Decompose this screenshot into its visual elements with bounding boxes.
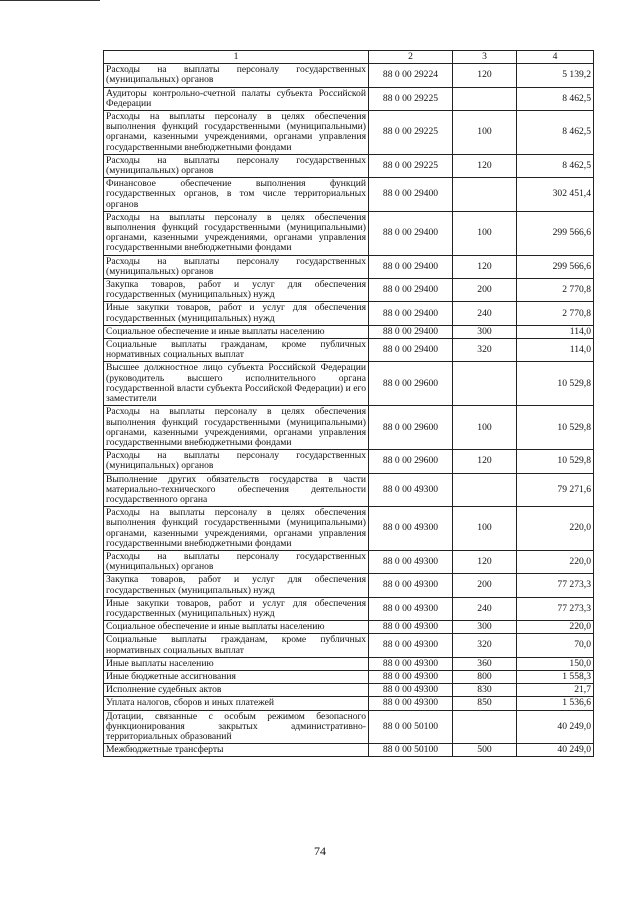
row-name: Расходы на выплаты персоналу в целях обеспечения выполнения функций государственными (муниципальными) органами, казенными учреждениями, органами управления государственными внебюджетными фондами (104, 507, 369, 551)
row-name: Расходы на выплаты персоналу государственных (муниципальных) органов (104, 550, 369, 573)
row-type: 830 (453, 684, 517, 697)
row-type: 500 (453, 744, 517, 757)
row-name: Расходы на выплаты персоналу в целях обеспечения выполнения функций государственными (муниципальными) органами, казенными учреждениями, органами управления государственными внебюджетными фондами (104, 111, 369, 155)
row-code: 88 0 00 49300 (369, 657, 453, 670)
table-row (104, 450, 594, 473)
row-amount: 1 536,6 (517, 697, 594, 710)
row-type: 800 (453, 670, 517, 683)
row-amount: 220,0 (517, 550, 594, 573)
row-name: Дотации, связанные с особым режимом безопасного функционирования закрытых административно-территориальных образований (104, 710, 369, 744)
row-type: 120 (453, 550, 517, 573)
row-type: 100 (453, 111, 517, 155)
table-row (104, 574, 594, 597)
row-amount: 114,0 (517, 325, 594, 338)
table-row (104, 255, 594, 278)
row-name: Финансовое обеспечение выполнения функций государственных органов, в том числе территориальных органов (104, 178, 369, 212)
row-type: 120 (453, 154, 517, 177)
row-code: 88 0 00 49300 (369, 574, 453, 597)
row-name: Расходы на выплаты персоналу государственных (муниципальных) органов (104, 64, 369, 87)
row-code: 88 0 00 49300 (369, 597, 453, 620)
row-code: 88 0 00 29600 (369, 362, 453, 406)
row-name: Межбюджетные трансферты (104, 744, 369, 757)
row-code: 88 0 00 50100 (369, 710, 453, 744)
row-name: Социальное обеспечение и иные выплаты населению (104, 325, 369, 338)
row-name: Иные закупки товаров, работ и услуг для обеспечения государственных (муниципальных) нужд (104, 302, 369, 325)
row-name: Аудиторы контрольно-счетной палаты субъекта Российской Федерации (104, 87, 369, 110)
table-row (104, 154, 594, 177)
row-type (453, 473, 517, 507)
budget-table (103, 50, 594, 757)
row-name: Уплата налогов, сборов и иных платежей (104, 697, 369, 710)
table-row (104, 710, 594, 744)
row-amount: 40 249,0 (517, 710, 594, 744)
col-header-code: 2 (369, 51, 453, 64)
row-type: 240 (453, 597, 517, 620)
row-amount: 1 558,3 (517, 670, 594, 683)
row-amount: 77 273,3 (517, 597, 594, 620)
row-code: 88 0 00 29224 (369, 64, 453, 87)
row-type: 120 (453, 450, 517, 473)
table-row (104, 670, 594, 683)
row-amount: 8 462,5 (517, 87, 594, 110)
table-row (104, 325, 594, 338)
row-code: 88 0 00 29225 (369, 154, 453, 177)
row-amount: 220,0 (517, 507, 594, 551)
row-name: Исполнение судебных актов (104, 684, 369, 697)
table-row (104, 64, 594, 87)
row-type: 200 (453, 574, 517, 597)
row-name: Социальное обеспечение и иные выплаты населению (104, 621, 369, 634)
row-type: 100 (453, 507, 517, 551)
row-name: Расходы на выплаты персоналу в целях обеспечения выполнения функций государственными (муниципальными) органами, казенными учреждениями, органами управления государственными внебюджетными фондами (104, 211, 369, 255)
row-name: Выполнение других обязательств государства в части материально-технического обеспечения деятельности государственного органа (104, 473, 369, 507)
table-row (104, 362, 594, 406)
row-type (453, 362, 517, 406)
col-header-type: 3 (453, 51, 517, 64)
row-amount: 77 273,3 (517, 574, 594, 597)
table-row (104, 550, 594, 573)
row-name: Социальные выплаты гражданам, кроме публичных нормативных социальных выплат (104, 634, 369, 657)
row-code: 88 0 00 49300 (369, 697, 453, 710)
table-row (104, 302, 594, 325)
row-type: 240 (453, 302, 517, 325)
row-code: 88 0 00 29225 (369, 87, 453, 110)
table-row (104, 339, 594, 362)
table-row (104, 178, 594, 212)
row-amount: 150,0 (517, 657, 594, 670)
row-code: 88 0 00 49300 (369, 507, 453, 551)
row-code: 88 0 00 29400 (369, 339, 453, 362)
row-type: 100 (453, 406, 517, 450)
table-row (104, 634, 594, 657)
row-type (453, 710, 517, 744)
row-amount: 8 462,5 (517, 111, 594, 155)
row-amount: 79 271,6 (517, 473, 594, 507)
row-name: Расходы на выплаты персоналу в целях обеспечения выполнения функций государственными (муниципальными) органами, казенными учреждениями, органами управления государственными внебюджетными фондами (104, 406, 369, 450)
row-code: 88 0 00 29400 (369, 302, 453, 325)
top-rule (0, 0, 100, 1)
table-row (104, 279, 594, 302)
row-amount: 21,7 (517, 684, 594, 697)
header-row (104, 51, 594, 64)
row-type (453, 178, 517, 212)
row-type: 120 (453, 255, 517, 278)
row-name: Иные выплаты населению (104, 657, 369, 670)
row-amount: 5 139,2 (517, 64, 594, 87)
row-amount: 10 529,8 (517, 450, 594, 473)
row-type: 100 (453, 211, 517, 255)
row-name: Социальные выплаты гражданам, кроме публичных нормативных социальных выплат (104, 339, 369, 362)
table-row (104, 657, 594, 670)
row-amount: 10 529,8 (517, 406, 594, 450)
row-amount: 114,0 (517, 339, 594, 362)
table-row (104, 211, 594, 255)
row-code: 88 0 00 49300 (369, 621, 453, 634)
row-code: 88 0 00 29400 (369, 211, 453, 255)
row-type: 300 (453, 621, 517, 634)
table-row (104, 684, 594, 697)
row-name: Закупка товаров, работ и услуг для обеспечения государственных (муниципальных) нужд (104, 279, 369, 302)
row-type: 360 (453, 657, 517, 670)
row-code: 88 0 00 50100 (369, 744, 453, 757)
row-amount: 302 451,4 (517, 178, 594, 212)
row-amount: 299 566,6 (517, 211, 594, 255)
row-code: 88 0 00 29600 (369, 450, 453, 473)
table-row (104, 744, 594, 757)
row-code: 88 0 00 49300 (369, 550, 453, 573)
row-amount: 70,0 (517, 634, 594, 657)
table-row (104, 697, 594, 710)
row-type: 300 (453, 325, 517, 338)
table-row (104, 111, 594, 155)
table-row (104, 597, 594, 620)
row-type (453, 87, 517, 110)
table-row (104, 87, 594, 110)
row-name: Расходы на выплаты персоналу государственных (муниципальных) органов (104, 154, 369, 177)
row-type: 850 (453, 697, 517, 710)
table-row (104, 621, 594, 634)
row-type: 320 (453, 339, 517, 362)
row-amount: 2 770,8 (517, 279, 594, 302)
row-amount: 8 462,5 (517, 154, 594, 177)
col-header-amount: 4 (517, 51, 594, 64)
row-type: 320 (453, 634, 517, 657)
row-amount: 40 249,0 (517, 744, 594, 757)
row-amount: 220,0 (517, 621, 594, 634)
table-row (104, 406, 594, 450)
page-number: 74 (314, 844, 326, 858)
row-code: 88 0 00 49300 (369, 670, 453, 683)
row-name: Закупка товаров, работ и услуг для обеспечения государственных (муниципальных) нужд (104, 574, 369, 597)
row-amount: 2 770,8 (517, 302, 594, 325)
row-name: Иные закупки товаров, работ и услуг для обеспечения государственных (муниципальных) нужд (104, 597, 369, 620)
row-code: 88 0 00 29225 (369, 111, 453, 155)
row-amount: 299 566,6 (517, 255, 594, 278)
row-code: 88 0 00 29400 (369, 279, 453, 302)
row-code: 88 0 00 49300 (369, 684, 453, 697)
row-code: 88 0 00 29600 (369, 406, 453, 450)
row-amount: 10 529,8 (517, 362, 594, 406)
col-header-name: 1 (104, 51, 369, 64)
row-name: Расходы на выплаты персоналу государственных (муниципальных) органов (104, 450, 369, 473)
row-code: 88 0 00 49300 (369, 473, 453, 507)
table-row (104, 507, 594, 551)
row-name: Высшее должностное лицо субъекта Российской Федерации (руководитель высшего исполнительного органа государственной власти субъекта Российской Федерации) и его заместители (104, 362, 369, 406)
row-name: Иные бюджетные ассигнования (104, 670, 369, 683)
row-type: 200 (453, 279, 517, 302)
row-code: 88 0 00 29400 (369, 255, 453, 278)
row-type: 120 (453, 64, 517, 87)
row-code: 88 0 00 49300 (369, 634, 453, 657)
row-code: 88 0 00 29400 (369, 178, 453, 212)
table-row (104, 473, 594, 507)
row-name: Расходы на выплаты персоналу государственных (муниципальных) органов (104, 255, 369, 278)
row-code: 88 0 00 29400 (369, 325, 453, 338)
